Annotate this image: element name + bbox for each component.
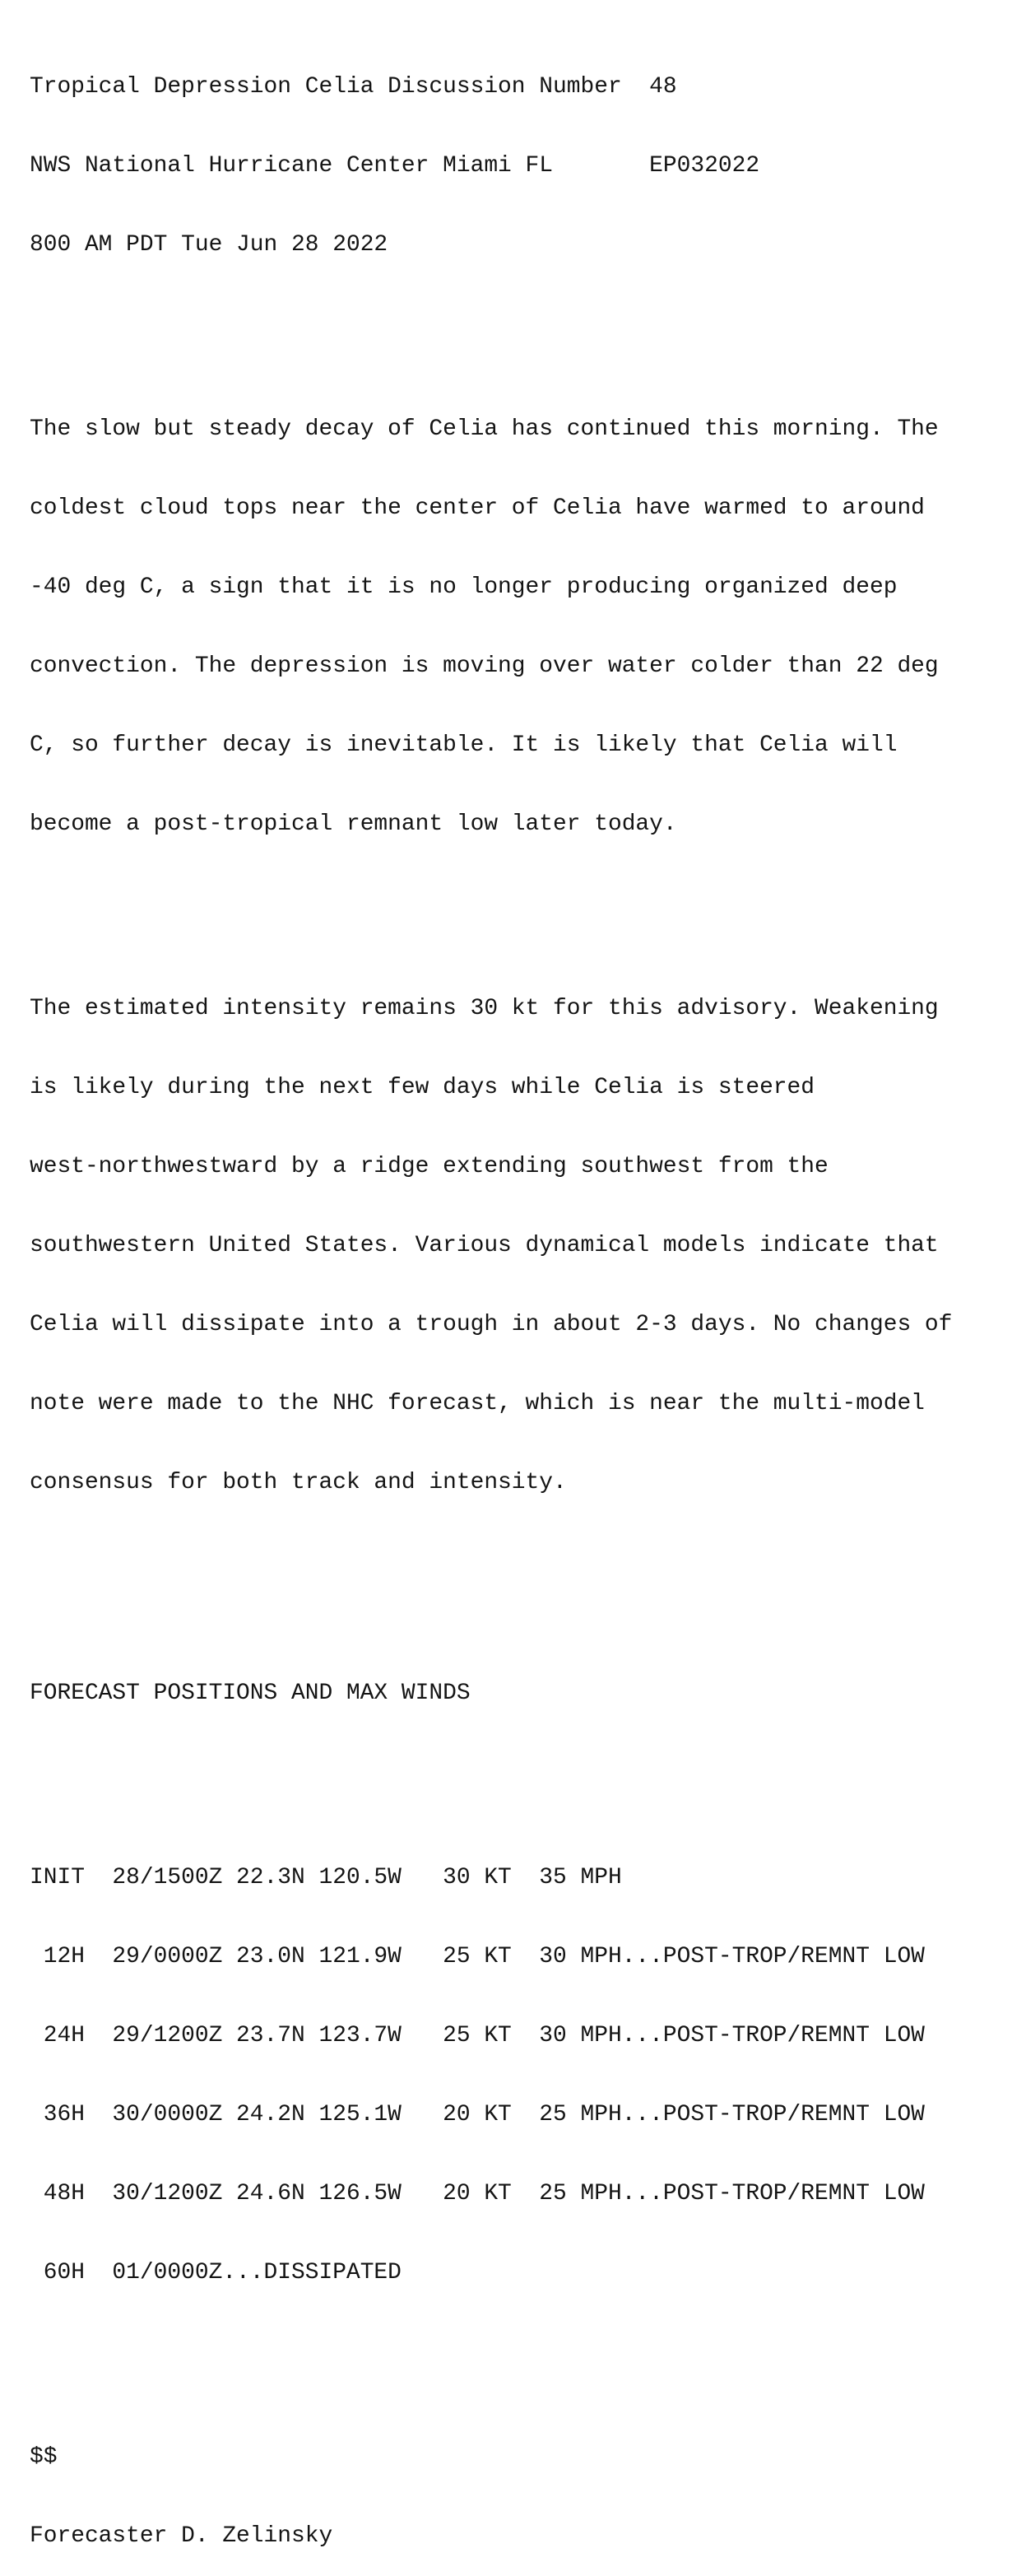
- issue-time: 800 AM PDT Tue Jun 28 2022: [30, 232, 388, 258]
- blank-line: [30, 2339, 952, 2365]
- paragraph-1-line: become a post-tropical remnant low later today.: [30, 811, 677, 837]
- paragraph-1-line: coldest cloud tops near the center of Celia have warmed to around: [30, 495, 925, 521]
- paragraph-1-line: The slow but steady decay of Celia has continued this morning. The: [30, 416, 939, 442]
- issuing-office: NWS National Hurricane Center Miami FL EP032022: [30, 153, 760, 179]
- forecast-row: 36H 30/0000Z 24.2N 125.1W 20 KT 25 MPH...POST-TROP/REMNT LOW: [30, 2102, 925, 2127]
- paragraph-2-line: Celia will dissipate into a trough in about 2-3 days. No changes of: [30, 1312, 953, 1337]
- discussion-document: [30, 21, 952, 2576]
- paragraph-1-line: -40 deg C, a sign that it is no longer producing organized deep: [30, 574, 898, 600]
- forecast-row: 48H 30/1200Z 24.6N 126.5W 20 KT 25 MPH...POST-TROP/REMNT LOW: [30, 2181, 925, 2206]
- paragraph-2-line: consensus for both track and intensity.: [30, 1470, 567, 1495]
- paragraph-2-line: southwestern United States. Various dynamical models indicate that: [30, 1233, 939, 1258]
- paragraph-2-line: is likely during the next few days while Celia is steered: [30, 1075, 815, 1100]
- forecast-row: INIT 28/1500Z 22.3N 120.5W 30 KT 35 MPH: [30, 1865, 622, 1890]
- forecast-row: 60H 01/0000Z...DISSIPATED: [30, 2260, 402, 2285]
- blank-line: [30, 311, 952, 337]
- paragraph-2-line: The estimated intensity remains 30 kt for this advisory. Weakening: [30, 996, 939, 1021]
- discussion-title: Tropical Depression Celia Discussion Number 48: [30, 74, 677, 100]
- blank-line: [30, 890, 952, 917]
- paragraph-2-line: west-northwestward by a ridge extending southwest from the: [30, 1154, 829, 1179]
- blank-lines: [30, 1549, 952, 1602]
- paragraph-1-line: C, so further decay is inevitable. It is likely that Celia will: [30, 732, 898, 758]
- end-marker: $$: [30, 2444, 58, 2470]
- forecast-row: 24H 29/1200Z 23.7N 123.7W 25 KT 30 MPH...POST-TROP/REMNT LOW: [30, 2023, 925, 2048]
- paragraph-2-line: note were made to the NHC forecast, which is near the multi-model: [30, 1391, 925, 1416]
- forecaster-signature: Forecaster D. Zelinsky: [30, 2523, 333, 2549]
- blank-line: [30, 1760, 952, 1786]
- paragraph-1-line: convection. The depression is moving over water colder than 22 deg: [30, 653, 939, 679]
- forecast-row: 12H 29/0000Z 23.0N 121.9W 25 KT 30 MPH...POST-TROP/REMNT LOW: [30, 1944, 925, 1969]
- forecast-heading: FORECAST POSITIONS AND MAX WINDS: [30, 1681, 471, 1706]
